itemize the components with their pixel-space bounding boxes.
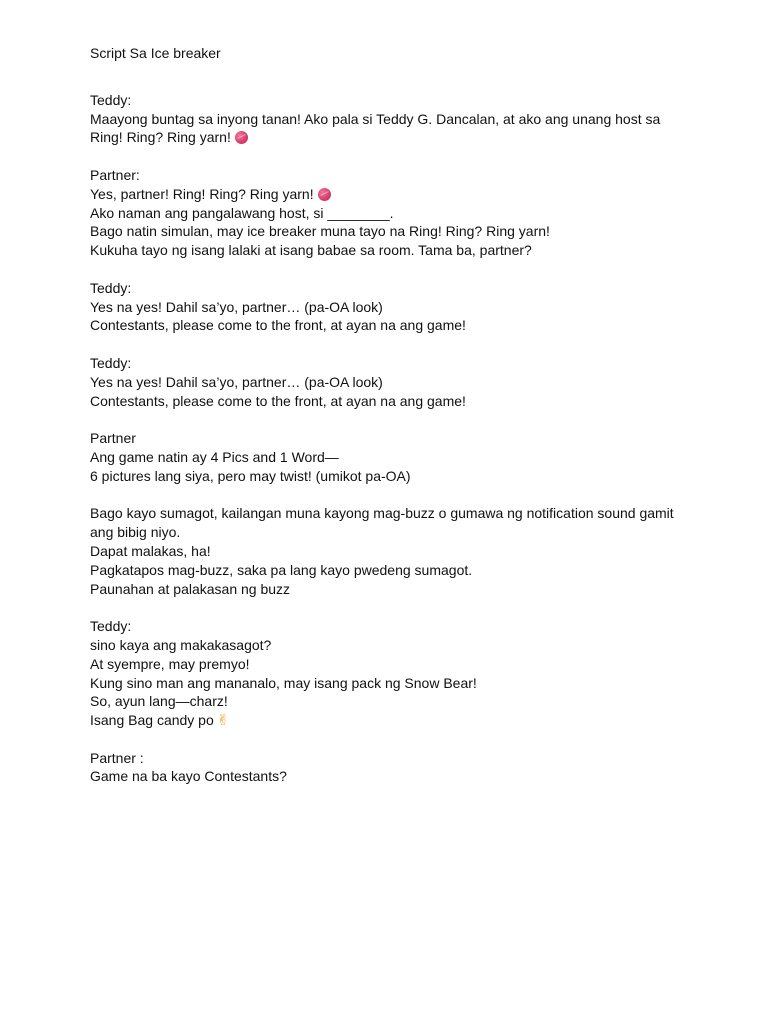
dialogue-line: Kung sino man ang mananalo, may isang pack ng Snow Bear! (90, 674, 477, 691)
dialogue-line: Yes na yes! Dahil sa’yo, partner… (pa-OA look) (90, 298, 383, 315)
speaker-label: Teddy: (90, 354, 132, 371)
dialogue-line: Maayong buntag sa inyong tanan! Ako pala si Teddy G. Dancalan, at ako ang unang host sa (90, 110, 661, 127)
dialogue-text: Ring! Ring? Ring yarn! (90, 129, 231, 146)
script-block-teddy-2 (90, 279, 730, 335)
dialogue-line: Bago kayo sumagot, kailangan muna kayong mag-buzz o gumawa ng notification sound gamit (90, 505, 674, 522)
dialogue-line: ang bibig niyo. (90, 524, 181, 541)
dialogue-line: Game na ba kayo Contestants? (90, 768, 287, 785)
speaker-label: Teddy: (90, 279, 132, 296)
dialogue-line: Pagkatapos mag-buzz, saka pa lang kayo pwedeng sumagot. (90, 561, 473, 578)
speaker-label: Teddy: (90, 618, 132, 635)
dialogue-line: Ang game natin ay 4 Pics and 1 Word— (90, 448, 339, 465)
dialogue-line: Paunahan at palakasan ng buzz (90, 580, 291, 597)
dialogue-line: So, ayun lang—charz! (90, 693, 228, 710)
dialogue-line: Kukuha tayo ng isang lalaki at isang babae sa room. Tama ba, partner? (90, 242, 532, 259)
yarn-ball-icon (235, 131, 248, 144)
speaker-label: Partner: (90, 166, 140, 183)
dialogue-line: Yes na yes! Dahil sa’yo, partner… (pa-OA look) (90, 373, 383, 390)
dialogue-line: Bago natin simulan, may ice breaker muna tayo na Ring! Ring? Ring yarn! (90, 223, 550, 240)
dialogue-line: Ako naman ang pangalawang host, si ________. (90, 204, 394, 221)
dialogue-line: Contestants, please come to the front, at ayan na ang game! (90, 317, 466, 334)
speaker-label: Partner (90, 430, 136, 447)
script-block-partner-3 (90, 749, 730, 787)
script-block-partner-2 (90, 429, 730, 485)
document-page (90, 44, 730, 805)
dialogue-line: Contestants, please come to the front, at ayan na ang game! (90, 392, 466, 409)
dialogue-text: Isang Bag candy po (90, 712, 214, 729)
speaker-label: Partner : (90, 749, 144, 766)
dialogue-text: Yes, partner! Ring! Ring? Ring yarn! (90, 185, 314, 202)
speaker-label: Teddy: (90, 91, 132, 108)
script-block-teddy-3 (90, 354, 730, 410)
dialogue-line: Dapat malakas, ha! (90, 542, 211, 559)
script-block-teddy-1 (90, 91, 730, 147)
dialogue-line-with-icon (90, 711, 730, 730)
document-title: Script Sa Ice breaker (90, 45, 221, 61)
dialogue-line-with-icon (90, 128, 730, 147)
script-block-partner-1 (90, 166, 730, 260)
script-block-teddy-4 (90, 617, 730, 730)
dialogue-line: At syempre, may premyo! (90, 655, 250, 672)
dialogue-line-with-icon (90, 185, 730, 204)
dialogue-line: sino kaya ang makakasagot? (90, 636, 272, 653)
script-block-rules (90, 504, 730, 598)
dialogue-line: 6 pictures lang siya, pero may twist! (umikot pa-OA) (90, 467, 411, 484)
yarn-ball-icon (318, 188, 331, 201)
victory-hand-icon: ✌ (216, 711, 230, 730)
